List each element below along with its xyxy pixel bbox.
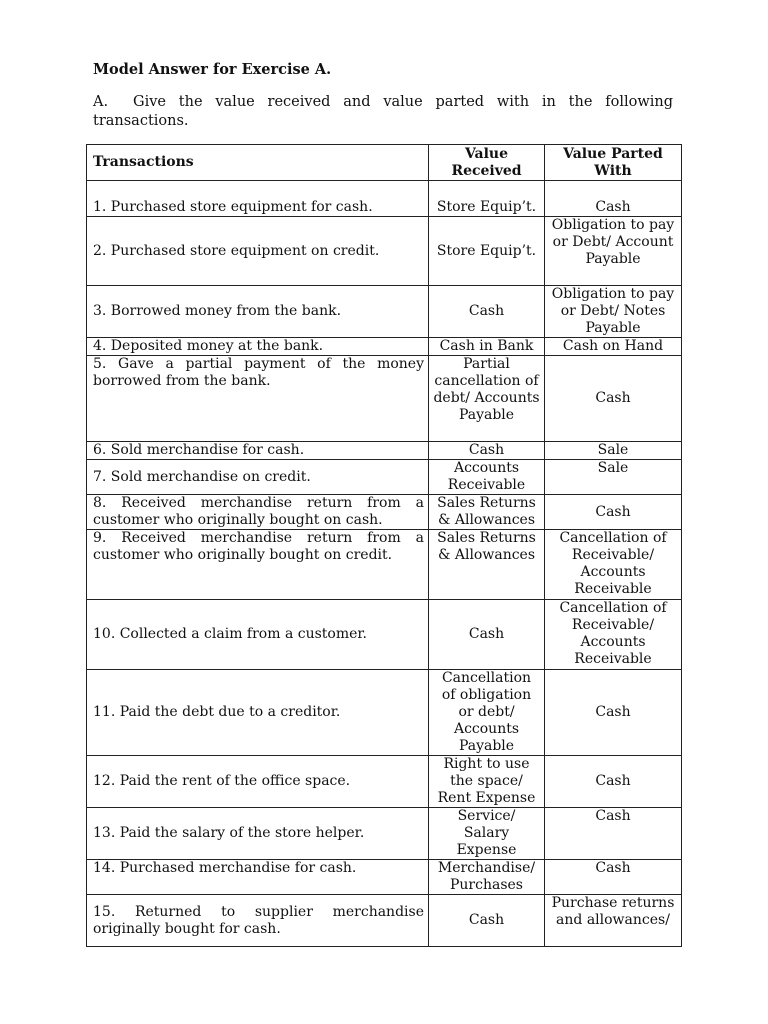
value-received-cell: Merchandise/ Purchases [429,860,545,895]
instruction [93,93,673,131]
table-row [87,495,682,530]
document-title: Model Answer for Exercise A. [93,61,332,78]
value-received-cell: Cash [429,600,545,670]
value-received-cell: Cash [429,895,545,947]
value-received-cell: Store Equip’t. [429,181,545,217]
transaction-cell: 5. Gave a partial payment of the money borrowed from the bank. [87,356,429,442]
transaction-cell: 2. Purchased store equipment on credit. [87,217,429,286]
table-row [87,808,682,860]
table-row [87,286,682,338]
table-row [87,670,682,756]
header-transactions: Transactions [87,145,429,181]
value-received-cell: Cash in Bank [429,338,545,356]
value-received-cell: Right to use the space/ Rent Expense [429,756,545,808]
transaction-cell: 6. Sold merchandise for cash. [87,442,429,460]
value-parted-cell: Sale [545,442,682,460]
value-received-cell: Sales Returns & Allowances [429,530,545,600]
value-received-cell: Cash [429,442,545,460]
table-row [87,181,682,217]
table-row [87,895,682,947]
value-parted-cell: Cancellation of Receivable/ Accounts Receivable [545,600,682,670]
value-parted-cell: Obligation to pay or Debt/ Account Payable [545,217,682,286]
value-parted-cell: Cash [545,181,682,217]
value-received-cell: Cancellation of obligation or debt/ Accounts Payable [429,670,545,756]
header-value-received: Value Received [429,145,545,181]
value-received-cell: Partial cancellation of debt/ Accounts Payable [429,356,545,442]
value-parted-cell: Cash [545,670,682,756]
value-received-cell: Store Equip’t. [429,217,545,286]
value-parted-cell: Cash [545,860,682,895]
table-row [87,217,682,286]
instruction-label: A. [93,94,109,110]
transaction-cell: 1. Purchased store equipment for cash. [87,181,429,217]
transaction-cell: 15. Returned to supplier merchandise originally bought for cash. [87,895,429,947]
table-row [87,460,682,495]
value-received-cell: Service/ Salary Expense [429,808,545,860]
value-received-cell: Accounts Receivable [429,460,545,495]
table-row [87,338,682,356]
transaction-cell: 8. Received merchandise return from a customer who originally bought on cash. [87,495,429,530]
transaction-cell: 9. Received merchandise return from a customer who originally bought on credit. [87,530,429,600]
table-row [87,756,682,808]
transaction-cell: 14. Purchased merchandise for cash. [87,860,429,895]
value-parted-cell: Obligation to pay or Debt/ Notes Payable [545,286,682,338]
value-parted-cell: Cash on Hand [545,338,682,356]
table-row [87,860,682,895]
transaction-cell: 7. Sold merchandise on credit. [87,460,429,495]
value-parted-cell: Purchase returns and allowances/ [545,895,682,947]
table-row [87,600,682,670]
transaction-cell: 4. Deposited money at the bank. [87,338,429,356]
value-parted-cell: Cash [545,808,682,860]
transactions-table [86,144,682,947]
transaction-cell: 3. Borrowed money from the bank. [87,286,429,338]
header-row [87,145,682,181]
value-received-cell: Cash [429,286,545,338]
value-received-cell: Sales Returns & Allowances [429,495,545,530]
value-parted-cell: Cancellation of Receivable/ Accounts Receivable [545,530,682,600]
table-row [87,442,682,460]
table-row [87,356,682,442]
transaction-cell: 12. Paid the rent of the office space. [87,756,429,808]
table-row [87,530,682,600]
header-value-parted: Value Parted With [545,145,682,181]
instruction-text: Give the value received and value parted with in the following transactions. [93,94,673,129]
transaction-cell: 11. Paid the debt due to a creditor. [87,670,429,756]
value-parted-cell: Cash [545,495,682,530]
transaction-cell: 10. Collected a claim from a customer. [87,600,429,670]
value-parted-cell: Cash [545,756,682,808]
transaction-cell: 13. Paid the salary of the store helper. [87,808,429,860]
value-parted-cell: Cash [545,356,682,442]
value-parted-cell: Sale [545,460,682,495]
